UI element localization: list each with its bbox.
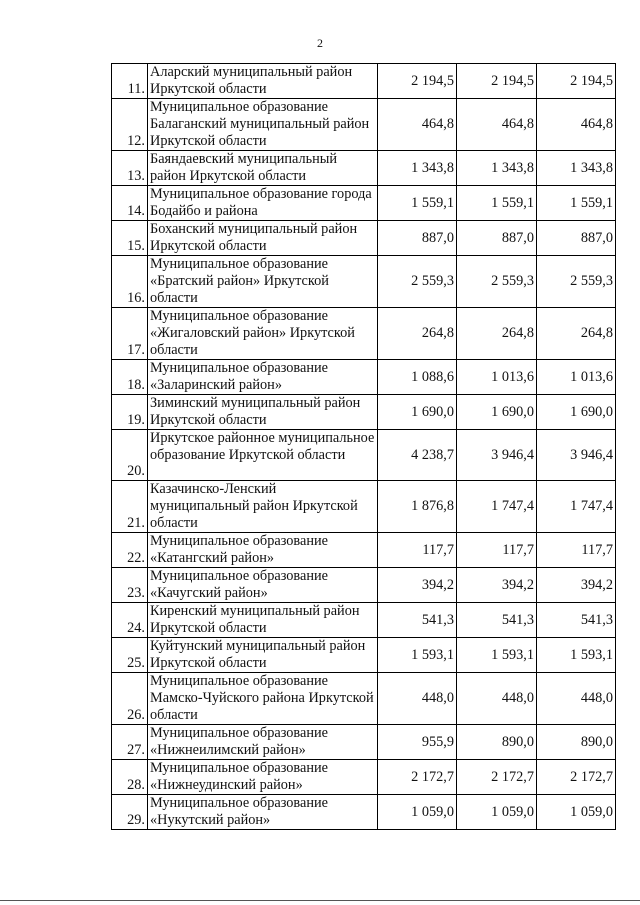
municipality-name: Муниципальное образование «Нижнеилимский район» — [148, 725, 378, 760]
row-number: 21. — [112, 481, 148, 533]
municipality-name: Муниципальное образование «Заларинский район» — [148, 360, 378, 395]
value-1: 394,2 — [378, 568, 457, 603]
budget-table-body — [112, 64, 616, 830]
value-2: 2 559,3 — [457, 256, 537, 308]
table-row — [112, 99, 616, 151]
value-2: 541,3 — [457, 603, 537, 638]
municipality-name: Муниципальное образование Балаганский муниципальный район Иркутской области — [148, 99, 378, 151]
row-number: 26. — [112, 673, 148, 725]
value-2: 264,8 — [457, 308, 537, 360]
value-1: 2 559,3 — [378, 256, 457, 308]
value-2: 117,7 — [457, 533, 537, 568]
value-3: 3 946,4 — [537, 430, 616, 481]
scan-edge-line — [0, 900, 640, 901]
table-row — [112, 725, 616, 760]
value-1: 448,0 — [378, 673, 457, 725]
value-3: 2 172,7 — [537, 760, 616, 795]
table-row — [112, 568, 616, 603]
municipality-name: Муниципальное образование «Нукутский район» — [148, 795, 378, 830]
table-row — [112, 481, 616, 533]
value-2: 3 946,4 — [457, 430, 537, 481]
row-number: 16. — [112, 256, 148, 308]
budget-table — [111, 63, 616, 830]
value-3: 1 559,1 — [537, 186, 616, 221]
municipality-name: Зиминский муниципальный район Иркутской области — [148, 395, 378, 430]
table-row — [112, 760, 616, 795]
value-1: 464,8 — [378, 99, 457, 151]
row-number: 25. — [112, 638, 148, 673]
table-row — [112, 673, 616, 725]
row-number: 12. — [112, 99, 148, 151]
municipality-name: Муниципальное образование «Жигаловский район» Иркутской области — [148, 308, 378, 360]
table-row — [112, 186, 616, 221]
value-2: 1 343,8 — [457, 151, 537, 186]
value-2: 394,2 — [457, 568, 537, 603]
value-3: 2 194,5 — [537, 64, 616, 99]
municipality-name: Куйтунский муниципальный район Иркутской области — [148, 638, 378, 673]
value-2: 887,0 — [457, 221, 537, 256]
value-1: 1 593,1 — [378, 638, 457, 673]
value-3: 1 690,0 — [537, 395, 616, 430]
value-2: 1 559,1 — [457, 186, 537, 221]
page-number: 2 — [317, 36, 323, 50]
table-row — [112, 430, 616, 481]
value-3: 1 747,4 — [537, 481, 616, 533]
municipality-name: Муниципальное образование города Бодайбо и района — [148, 186, 378, 221]
row-number: 13. — [112, 151, 148, 186]
value-2: 1 747,4 — [457, 481, 537, 533]
municipality-name: Иркутское районное муниципальное образование Иркутской области — [148, 430, 378, 481]
value-3: 887,0 — [537, 221, 616, 256]
value-3: 117,7 — [537, 533, 616, 568]
municipality-name: Муниципальное образование «Катангский район» — [148, 533, 378, 568]
value-1: 2 194,5 — [378, 64, 457, 99]
value-3: 1 343,8 — [537, 151, 616, 186]
value-3: 464,8 — [537, 99, 616, 151]
table-row — [112, 151, 616, 186]
value-3: 448,0 — [537, 673, 616, 725]
value-1: 1 059,0 — [378, 795, 457, 830]
value-3: 541,3 — [537, 603, 616, 638]
row-number: 19. — [112, 395, 148, 430]
value-3: 1 013,6 — [537, 360, 616, 395]
value-1: 1 343,8 — [378, 151, 457, 186]
table-row — [112, 308, 616, 360]
value-1: 1 876,8 — [378, 481, 457, 533]
value-1: 955,9 — [378, 725, 457, 760]
municipality-name: Муниципальное образование «Нижнеудинский район» — [148, 760, 378, 795]
value-2: 1 593,1 — [457, 638, 537, 673]
value-2: 1 013,6 — [457, 360, 537, 395]
value-1: 4 238,7 — [378, 430, 457, 481]
row-number: 14. — [112, 186, 148, 221]
municipality-name: Казачинско-Ленский муниципальный район Иркутской области — [148, 481, 378, 533]
value-3: 1 593,1 — [537, 638, 616, 673]
value-3: 394,2 — [537, 568, 616, 603]
row-number: 27. — [112, 725, 148, 760]
value-1: 1 559,1 — [378, 186, 457, 221]
row-number: 23. — [112, 568, 148, 603]
row-number: 29. — [112, 795, 148, 830]
row-number: 15. — [112, 221, 148, 256]
value-1: 541,3 — [378, 603, 457, 638]
row-number: 18. — [112, 360, 148, 395]
table-row — [112, 533, 616, 568]
value-2: 464,8 — [457, 99, 537, 151]
table-row — [112, 256, 616, 308]
row-number: 22. — [112, 533, 148, 568]
value-1: 264,8 — [378, 308, 457, 360]
value-1: 1 690,0 — [378, 395, 457, 430]
table-row — [112, 795, 616, 830]
municipality-name: Баяндаевский муниципальный район Иркутской области — [148, 151, 378, 186]
row-number: 24. — [112, 603, 148, 638]
municipality-name: Киренский муниципальный район Иркутской области — [148, 603, 378, 638]
value-1: 1 088,6 — [378, 360, 457, 395]
value-1: 887,0 — [378, 221, 457, 256]
municipality-name: Аларский муниципальный район Иркутской области — [148, 64, 378, 99]
value-2: 2 172,7 — [457, 760, 537, 795]
municipality-name: Муниципальное образование «Братский район» Иркутской области — [148, 256, 378, 308]
table-row — [112, 64, 616, 99]
value-2: 890,0 — [457, 725, 537, 760]
value-3: 2 559,3 — [537, 256, 616, 308]
row-number: 20. — [112, 430, 148, 481]
table-row — [112, 638, 616, 673]
value-1: 117,7 — [378, 533, 457, 568]
table-row — [112, 221, 616, 256]
table-row — [112, 603, 616, 638]
value-2: 1 059,0 — [457, 795, 537, 830]
row-number: 17. — [112, 308, 148, 360]
value-3: 890,0 — [537, 725, 616, 760]
value-3: 1 059,0 — [537, 795, 616, 830]
table-row — [112, 360, 616, 395]
value-2: 448,0 — [457, 673, 537, 725]
municipality-name: Боханский муниципальный район Иркутской области — [148, 221, 378, 256]
value-1: 2 172,7 — [378, 760, 457, 795]
municipality-name: Муниципальное образование «Качугский район» — [148, 568, 378, 603]
value-2: 2 194,5 — [457, 64, 537, 99]
row-number: 11. — [112, 64, 148, 99]
table-row — [112, 395, 616, 430]
row-number: 28. — [112, 760, 148, 795]
value-3: 264,8 — [537, 308, 616, 360]
value-2: 1 690,0 — [457, 395, 537, 430]
municipality-name: Муниципальное образование Мамско-Чуйского района Иркутской области — [148, 673, 378, 725]
